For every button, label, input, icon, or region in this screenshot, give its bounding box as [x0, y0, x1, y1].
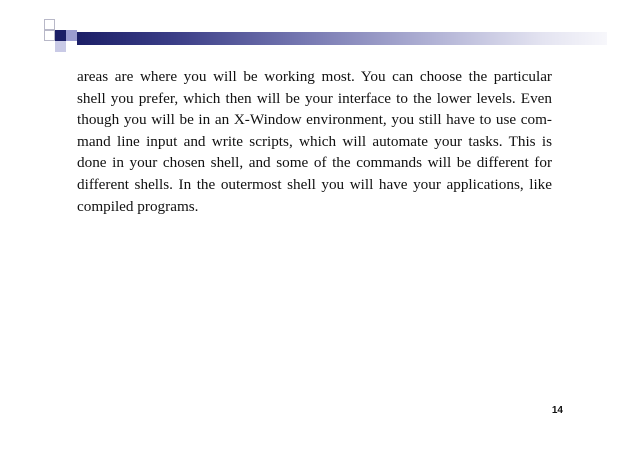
- header-decoration: [0, 0, 638, 60]
- deco-square-white-1: [44, 19, 55, 30]
- deco-square-navy: [55, 30, 66, 41]
- paragraph-line: done in your chosen shell, and some of the commands will be different for: [77, 154, 552, 172]
- paragraph-line: different shells. In the outermost shell you will have your applications, like: [77, 175, 552, 193]
- header-gradient-bar: [77, 32, 607, 45]
- paragraph-line: though you will be in an X-Window environment, you still have to use com-: [77, 111, 552, 129]
- paragraph-line: mand line input and write scripts, which will automate your tasks. This is: [77, 132, 552, 150]
- deco-square-lavender: [66, 30, 77, 41]
- deco-square-white-2: [44, 30, 55, 41]
- paragraph-line: areas are where you will be working most. You can choose the particular: [77, 68, 552, 85]
- deco-square-pale: [55, 41, 66, 52]
- page-number: 14: [551, 405, 563, 416]
- paragraph-line: compiled programs.: [77, 197, 199, 215]
- body-paragraph: [77, 66, 552, 217]
- paragraph-line: shell you prefer, which then will be your interface to the lower levels. Even: [77, 89, 552, 107]
